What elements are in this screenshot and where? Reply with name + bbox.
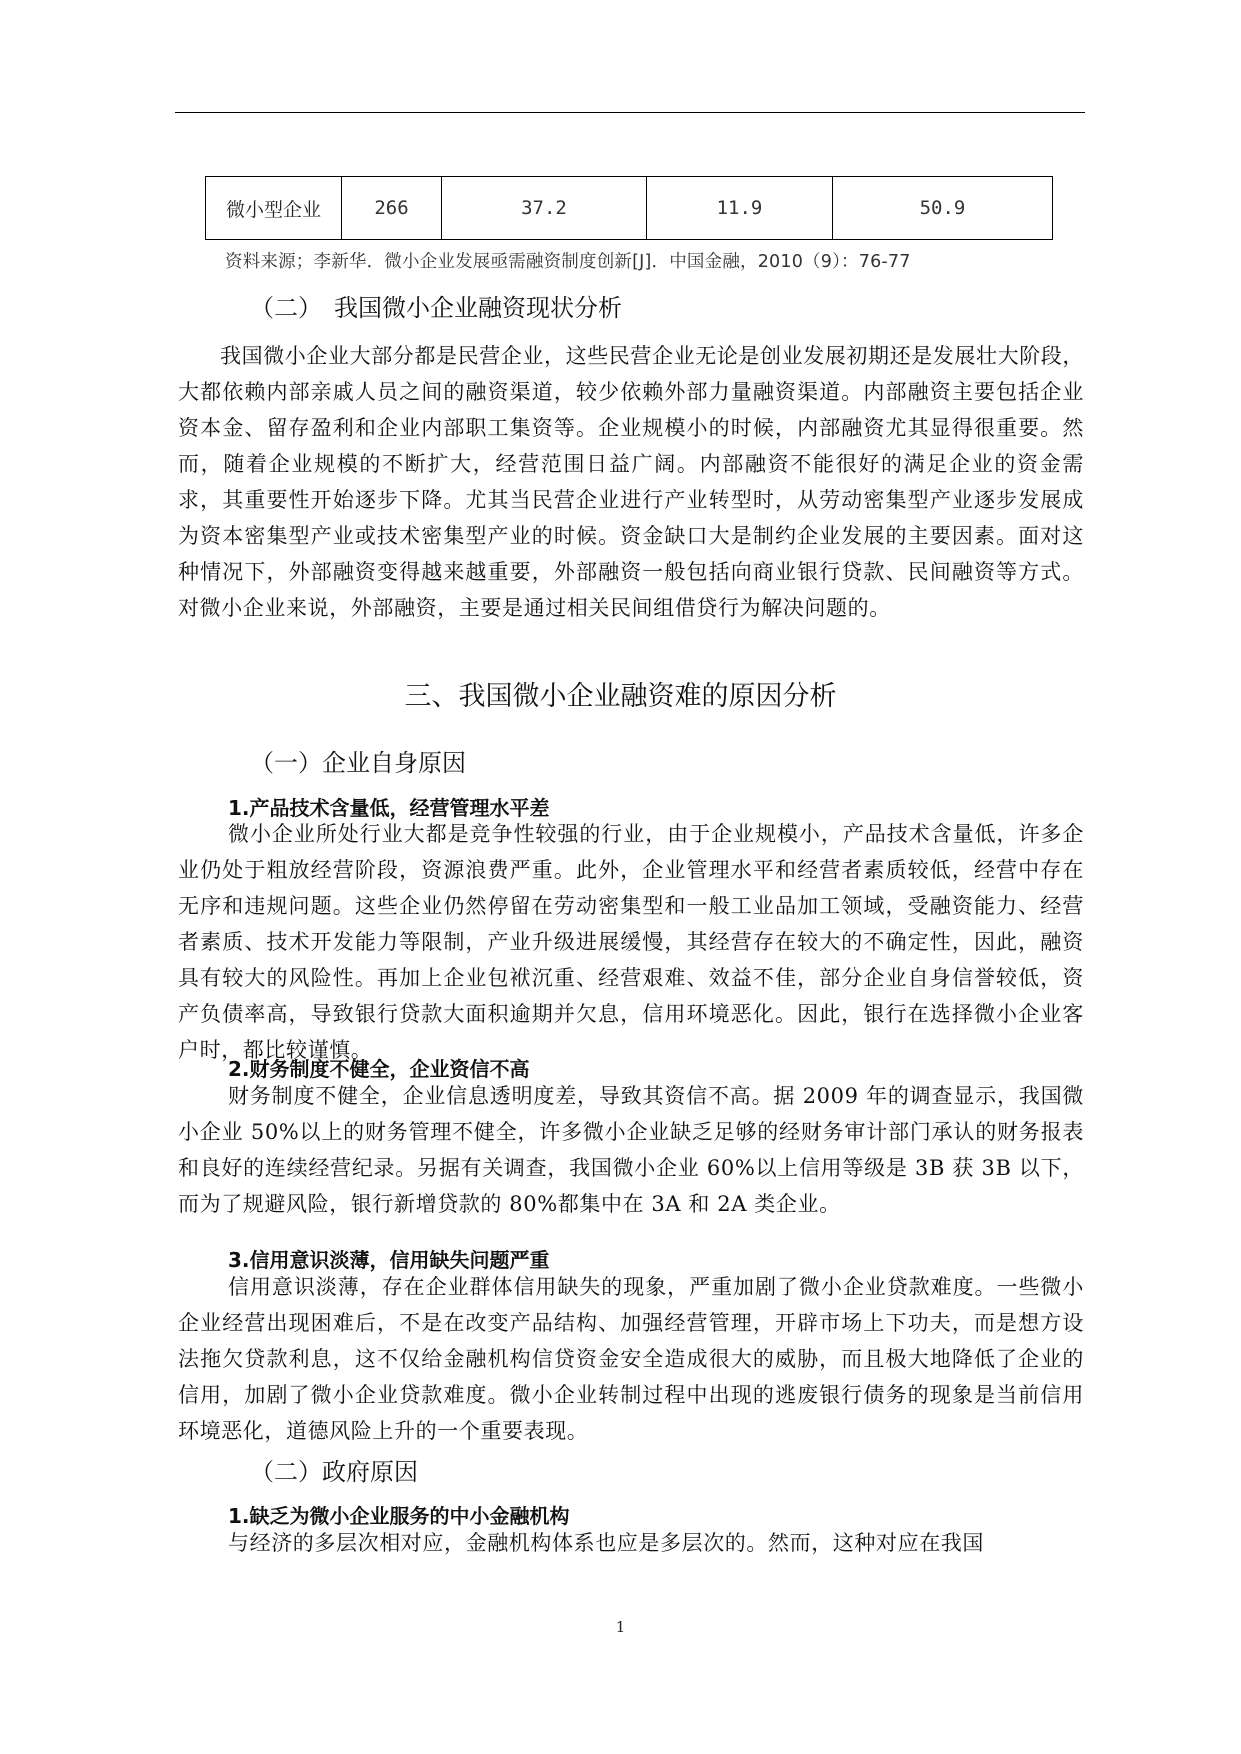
section-heading-2-2: （二） 我国微小企业融资现状分析 [250, 294, 622, 322]
item-heading-3-1-2: 2.财务制度不健全，企业资信不高 [228, 1057, 530, 1081]
item-heading-3-1-1: 1.产品技术含量低，经营管理水平差 [228, 796, 550, 820]
table-cell-count: 266 [342, 177, 442, 240]
paragraph-credit-awareness: 信用意识淡薄，存在企业群体信用缺失的现象，严重加剧了微小企业贷款难度。一些微小企业经营出现困难后，不是在改变产品结构、加强经营管理，开辟市场上下功夫，而是想方设法拖欠贷款利息，这不仅给金融机构信贷资金安全造成很大的威胁，而且极大地降低了企业的信用，加剧了微小企业贷款难度。微小企业转制过程中出现的逃废银行债务的现象是当前信用环境恶化，道德风险上升的一个重要表现。 [178, 1275, 1084, 1443]
section-heading-3-1: （一）企业自身原因 [250, 749, 466, 777]
table-cell-value-1: 37.2 [442, 177, 647, 240]
table-row [206, 177, 1053, 240]
table-source-note: 资料来源；李新华．微小企业发展亟需融资制度创新[J]．中国金融，2010（9）：76-77 [225, 252, 911, 272]
item-heading-3-1-3: 3.信用意识淡薄，信用缺失问题严重 [228, 1248, 550, 1272]
table-cell-value-2: 11.9 [647, 177, 833, 240]
paragraph-financial-system: 财务制度不健全，企业信息透明度差，导致其资信不高。据 2009 年的调查显示，我国微小企业 50%以上的财务管理不健全，许多微小企业缺乏足够的经财务审计部门承认的财务报表和良好的连续经营纪录。另据有关调查，我国微小企业 60%以上信用等级是 3B 获 3B 以下，而为了规避风险，银行新增贷款的 80%都集中在 3A 和 2A 类企业。 [178, 1084, 1084, 1216]
data-table [205, 176, 1053, 240]
chapter-heading-3: 三、我国微小企业融资难的原因分析 [404, 681, 837, 712]
paragraph-financial-institutions: 与经济的多层次相对应，金融机构体系也应是多层次的。然而，这种对应在我国 [228, 1531, 984, 1555]
paragraph-financing-status: 我国微小企业大部分都是民营企业，这些民营企业无论是创业发展初期还是发展壮大阶段，大都依赖内部亲戚人员之间的融资渠道，较少依赖外部力量融资渠道。内部融资主要包括企业资本金、留存盈利和企业内部职工集资等。企业规模小的时候，内部融资尤其显得很重要。然而，随着企业规模的不断扩大，经营范围日益广阔。内部融资不能很好的满足企业的资金需求，其重要性开始逐步下降。尤其当民营企业进行产业转型时，从劳动密集型产业逐步发展成为资本密集型产业或技术密集型产业的时候。资金缺口大是制约企业发展的主要因素。面对这种情况下，外部融资变得越来越重要，外部融资一般包括向商业银行贷款、民间融资等方式。对微小企业来说，外部融资，主要是通过相关民间组借贷行为解决问题的。 [178, 344, 1084, 620]
table-cell-label: 微小型企业 [206, 177, 342, 240]
table-cell-value-3: 50.9 [833, 177, 1053, 240]
item-heading-3-2-1: 1.缺乏为微小企业服务的中小金融机构 [228, 1504, 570, 1528]
paragraph-product-technology: 微小企业所处行业大都是竞争性较强的行业，由于企业规模小，产品技术含量低，许多企业仍处于粗放经营阶段，资源浪费严重。此外，企业管理水平和经营者素质较低，经营中存在无序和违规问题。这些企业仍然停留在劳动密集型和一般工业品加工领域，受融资能力、经营者素质、技术开发能力等限制，产业升级进展缓慢，其经营存在较大的不确定性，因此，融资具有较大的风险性。再加上企业包袱沉重、经营艰难、效益不佳，部分企业自身信誉较低，资产负债率高，导致银行贷款大面积逾期并欠息，信用环境恶化。因此，银行在选择微小企业客户时，都比较谨慎。 [178, 822, 1084, 1062]
page-number: 1 [615, 1618, 626, 1636]
header-rule [175, 112, 1085, 113]
section-heading-3-2: （二）政府原因 [250, 1458, 418, 1486]
